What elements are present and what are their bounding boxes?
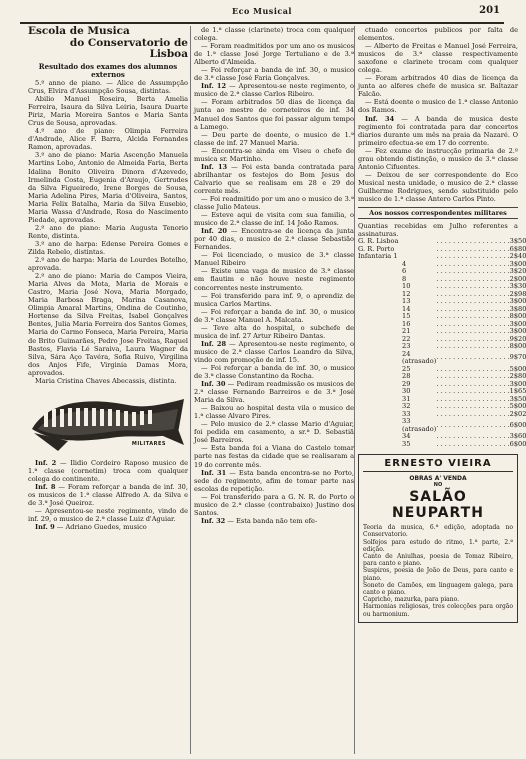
leader-dots: . . . . . . . . . . . . . . . . . . (436, 237, 510, 246)
exam-paragraph: 5.º anno de piano. — Alice de Assumpção Crus, Elvira d'Assumpção Sousa, distintas. (28, 79, 188, 96)
exam-paragraph: Abilio Manuel Roseira, Berta Amelia Ferreira, Isaura da Silva Leiria, Isaura Duarte Piriz, Maria Moreira Santos e Maria Santa Crus de Sousa, aprovadas. (28, 95, 188, 128)
subscription-unit: Infantaria 1 (358, 252, 398, 261)
news-paragraph (194, 251, 354, 267)
ad-item: Canto de Aniulhas, poesia de Tomaz Ribeiro, para canto e piano. (363, 552, 513, 568)
subheading: Resultado dos exames dos alumnos externos (38, 62, 178, 79)
subscription-amount: 1$65 (509, 387, 526, 396)
column-rule (354, 26, 355, 754)
news-text: — Foi reforçar a banda de inf. 30, o musico de 3.ª classe Constantino da Rocha. (194, 363, 354, 381)
news-text: — Esta banda encontra-se no Porto, sede do regimento, afim de tomar parte nas escolas de repetição. (194, 468, 354, 493)
news-paragraph (358, 147, 518, 171)
subscription-unit: 10 (402, 282, 411, 291)
news-paragraph (194, 324, 354, 340)
ad-author: ERNESTO VIEIRA (363, 458, 513, 472)
news-paragraph (194, 444, 354, 468)
news-text: — Apresentou-se neste regimento, o musico de 2.ª classe Carlos Ribeiro. (194, 82, 354, 99)
news-paragraph (194, 517, 354, 525)
news-paragraph (194, 292, 354, 308)
leader-dots: . . . . . . . . . . . . . . . . . . (436, 244, 510, 253)
news-text: — A banda de musica deste regimento foi contratada para dar concertos diarios durante um mês na praia da Nazaré. O primeiro efectua-se em 17 do corrente. (358, 114, 518, 147)
exam-paragraph: 3.º ano de harpa: Edense Pereira Gomes e Zilda Rebelo, distintas. (28, 239, 188, 256)
subscription-amount: 9$20 (509, 334, 526, 343)
subscription-unit: 29 (402, 379, 411, 388)
news-paragraph (358, 26, 518, 42)
news-paragraph (358, 115, 518, 147)
news-text: — Deixou de ser correspondente do Eco Musical nesta unidade, o musico de 2.ª classe Guilherme Rodrigues, sendo substituido pelo musico de 1.ª classe Antero Carlos Pinto. (358, 170, 518, 203)
ad-item: Capricho, mazurka, para piano. (363, 596, 460, 604)
news-text: — Esteve aqui de visita com sua familia, o musico de 2.ª classe de inf. 14 João Ramos. (194, 211, 354, 228)
subscriptions-heading: Aos nossos correspondentes militares (358, 207, 518, 219)
subscription-amount: 5$00 (509, 364, 526, 373)
news-paragraph (194, 420, 354, 444)
news-text: — Foi reforçar a banda de inf. 30, o musico de 3.ª classe José Faria Gonçalves. (194, 66, 354, 83)
unit-label: Inf. 12 (201, 82, 227, 91)
subscription-amount: 6$80 (509, 244, 526, 253)
subscription-amount: 3$00 (509, 259, 526, 268)
column-2 (194, 26, 354, 525)
column-1 (28, 26, 188, 531)
news-text: — Foram readmitidos por um ano os musicos de 1.ª classe José Jorge Tertuliano e de 3.ª Alberto d'Almeida. (194, 42, 354, 67)
ad-item: Solfejos para estudo do ritmo, 1.ª parte, 2.ª edição. (363, 538, 513, 553)
leader-dots: . . . . . . . . . . . . . . . . . . (436, 364, 510, 373)
ad-no: NO (433, 482, 443, 489)
unit-label: Inf. 34 (365, 114, 395, 123)
news-paragraph (194, 227, 354, 251)
news-paragraph (194, 147, 354, 163)
subscription-amount: 3$00 (509, 327, 526, 336)
leader-dots: . . . . . . . . . . . . . . . . . . (436, 402, 510, 411)
news-paragraph (194, 163, 354, 195)
subscription-unit: 31 (402, 394, 411, 403)
exam-paragraph: 3.º ano de piano: Maria Ascenção Manuela Martins Lobo, Antonio de Almeida Faria, Berta Idalina Bonito Oliveira Dinora d'Azevedo, Irmelinda Costa, Eugenia d'Araujo, Gertrudes da Silva Figueiredo, Irene Borges de Sousa, Maria Adelina Pires, Maria d'Oliveira, Santos, Maria Felix Batalha, Maria da Silva Eusebio, Maria Wassa d'Andrade, Rosa do Nascimento Piedade, aprovadas. (28, 151, 188, 224)
news-text: ctuado concertos publicos por falta de elementos. (358, 26, 518, 43)
subscription-row (358, 411, 526, 419)
subscription-unit: 34 (402, 432, 411, 441)
column-3-news (358, 26, 518, 203)
publication-title: Eco Musical (232, 6, 292, 16)
leader-dots: . . . . . . . . . . . . . . . . . . (436, 432, 510, 441)
leader-dots: . . . . . . . . . . . . . . . . . . (436, 327, 510, 336)
news-text: — Fez exame de instrucção primaria de 2.º grau obtendo distinção, o musico de 3.ª classe Antonio Cifuentes. (358, 146, 518, 171)
leader-dots: . . . . . . . . . . . . . . . . . . (436, 319, 510, 328)
subscription-unit: 13 (402, 297, 411, 306)
subscription-unit: 25 (402, 364, 411, 373)
inf-text: — Apresentou-se neste regimento, vindo de inf. 29, o musico de 2.ª classe Luiz d'Aguiar. (28, 507, 188, 524)
leader-dots: . . . . . . . . . . . . . . . . . . (436, 420, 510, 429)
news-text: — Foi transferido para inf. 9, o aprendiz de musica Carlos Martins. (194, 291, 354, 308)
news-text: — Foi esta banda contratada para abrilhantar os festejos do Bom Jesus do Calvario que se realisam em 28 e 29 do corrente mês. (194, 162, 354, 195)
unit-label: Inf. 31 (201, 468, 227, 477)
inf-text: — Ilidio Cordeiro Raposo musico de 1.ª classe (cornetim) troca com qualquer colega do continente. (28, 458, 188, 483)
inf-text: — Adriano Guedes, musico (56, 523, 147, 532)
column-3 (358, 26, 526, 623)
subscription-amount: 2$02 (509, 409, 526, 418)
subscriptions-table (358, 238, 526, 448)
subscription-amount: 3$50 (509, 394, 526, 403)
section-heading: Escola de Musica (28, 25, 130, 37)
section-heading-2: do Conservatorio de Lisboa (69, 37, 188, 60)
news-text: — Deu parte de doente, o musico de 1.ª classe de inf. 27 Manuel Maria. (194, 130, 354, 147)
subscription-amount: 8$00 (509, 312, 526, 321)
subscription-unit: 21 (402, 327, 411, 336)
subscription-amount: 9$70 (509, 353, 526, 362)
unit-label: Inf. 13 (201, 162, 228, 171)
leader-dots: . . . . . . . . . . . . . . . . . . (436, 297, 510, 306)
news-paragraph (194, 98, 354, 130)
subscription-amount: 3$30 (509, 282, 526, 291)
news-text: — Encontra-se de licença da junta por 40 dias, o musico de 2.ª classe Sebastião Fernandes. (194, 227, 354, 252)
subscription-amount: 3$00 (509, 297, 526, 306)
news-paragraph (194, 404, 354, 420)
news-text: — Alberto de Freitas e Manuel José Ferreira, musicos de 3.ª classe respectivamente saxofone e clarinete trocam com qualquer colega. (358, 42, 518, 75)
leader-dots: . . . . . . . . . . . . . . . . . . (436, 274, 510, 283)
subscription-unit: G. R. Porto (358, 244, 395, 253)
news-paragraph (194, 82, 354, 98)
subscription-amount: 3$80 (509, 304, 526, 313)
leader-dots: . . . . . . . . . . . . . . . . . . (436, 252, 510, 261)
running-header (20, 4, 504, 24)
unit-label: Inf. 28 (201, 339, 227, 348)
exam-paragraph: Maria Cristina Chaves Abecassis, distinta. (35, 376, 177, 385)
news-paragraph (194, 493, 354, 517)
subscription-amount: 5$00 (509, 402, 526, 411)
news-paragraph (194, 195, 354, 211)
subscription-amount: 6$00 (509, 439, 526, 448)
ad-item: Teoria da musica, 6.ª edição, adoptada no Conservatorio. (363, 524, 513, 539)
subscription-unit: 32 (402, 402, 411, 411)
subscription-unit: 23 (402, 342, 411, 351)
unit-label: Inf. 2 (35, 458, 57, 467)
subscription-row (358, 351, 526, 366)
military-bands-banner (28, 389, 188, 453)
news-paragraph (194, 42, 354, 66)
leader-dots: . . . . . . . . . . . . . . . . . . (436, 334, 510, 343)
subscription-amount: 3$00 (509, 319, 526, 328)
inf-text: — Foram reforçar a banda de inf. 30, os musicos de 1.ª classe Alfredo A. da Silva e de 3.ª José Queiroz. (28, 482, 188, 508)
news-text: — Foi reforçar a banda de inf. 30, o musico de 3.ª classe Manuel A. Malcata. (194, 307, 354, 324)
unit-label: Inf. 30 (201, 380, 226, 389)
inf-paragraph (28, 459, 188, 483)
ad-item: Suspiros, poesia de João de Deus, para canto e piano. (363, 567, 513, 582)
inf-paragraph (28, 523, 188, 531)
news-text: — Foram arbitrados 50 dias de licença da junta ao mestre de corneteiros de inf. 34 Manuel dos Santos que foi passar algum tempo a Lamego. (194, 98, 354, 131)
leader-dots: . . . . . . . . . . . . . . . . . . (436, 282, 510, 291)
subscriptions-intro: Quantias recebidas em Julho referentes a assinaturas. (358, 222, 518, 239)
news-paragraph (358, 98, 518, 114)
news-text: — Teve alta do hospital, o subchefe de musica de inf. 27 Artur Ribeiro Dantas. (194, 323, 354, 340)
subscription-unit: 30 (402, 387, 411, 396)
subscription-row (358, 343, 526, 351)
inf-paragraph (28, 507, 188, 523)
subscription-unit: 33 (402, 409, 411, 418)
subscription-unit: 24 (atrasado) (402, 349, 437, 366)
subscription-unit: 6 (402, 267, 407, 276)
subscription-amount: 2$00 (509, 274, 526, 283)
news-paragraph (194, 66, 354, 82)
subscription-amount: 3$50 (509, 237, 526, 246)
subscription-unit: 22 (402, 334, 411, 343)
news-paragraph (194, 340, 354, 364)
page-number: 201 (479, 5, 500, 16)
exam-paragraph: 2.º ano de piano: Maria de Campos Vieira, Maria Alves da Mota, Maria de Morais e Castro, Maria José Nova, Maria Morgado, Maria Barbosa Braga, Marina Casanova, Olimpia Amaral Martins, Ondina de Coutinho, Hortense da Silva Freitas, Isabel Gonçalves Bentes, Julia Maria Ferreira dos Santos Gomes, Maria do Carmo Fonseca, Maria Pereira, Maria de Brito Guimarães, Pedro Jose Freitas, Raquel Bastos, Flavia Lé Saraiva, Laura Wagner da Silva, Sára Aço Tavéra, Sofia Ruivo, Virgilina dos Anjos Fife, Virginia Damas Mora, aprovados. (28, 272, 188, 377)
news-text: — Apresentou-se neste regimento, o musico de 2.ª classe Carlos Leandro da Silva, vindo com promoção de inf. 15. (194, 339, 354, 364)
exam-paragraph: 2.º ano de piano: Maria Augusta Tenorio Rente, distinta. (28, 223, 188, 240)
leader-dots: . . . . . . . . . . . . . . . . . . (436, 312, 510, 321)
subscription-unit: 4 (402, 259, 407, 268)
news-text: — Existe uma vaga de musico de 3.ª classe em flautim e não houve neste regimento concorrentes neste instrumento. (194, 267, 354, 292)
leader-dots: . . . . . . . . . . . . . . . . . . (436, 342, 510, 351)
ad-store-name: SALÃO NEUPARTH (392, 489, 484, 522)
news-paragraph (194, 469, 354, 493)
subscription-unit: 8 (402, 274, 407, 283)
news-text: — Foi readmitido por um ano o musico de 3.ª classe Julio Mateus. (194, 194, 354, 212)
news-paragraph (194, 364, 354, 380)
subscription-amount: 8$00 (509, 342, 526, 351)
subscription-amount: 2$98 (509, 289, 526, 298)
leader-dots: . . . . . . . . . . . . . . . . . . (436, 289, 510, 298)
subscription-unit: 28 (402, 372, 411, 381)
news-text: — Foram arbitrados 40 dias de licença da junta ao alferes chefe de musica sr. Baltazar Falcão. (358, 74, 518, 99)
news-text: — Pediram readmissão os musicos de 2.ª classe Fernando Barreiros e de 3.ª José Maria da Silva. (194, 380, 354, 405)
news-paragraph (194, 380, 354, 404)
news-paragraph (194, 211, 354, 227)
ad-item: Soneto de Camões, em linguagem galega, para canto e piano. (363, 581, 513, 596)
news-paragraph (194, 308, 354, 324)
leader-dots: . . . . . . . . . . . . . . . . . . (436, 409, 510, 418)
news-text: — Foi licenciado, o musico de 3.ª classe Manuel Ribeiro (194, 251, 354, 268)
unit-label: Inf. 9 (35, 523, 55, 532)
subscription-row (358, 441, 526, 449)
news-paragraph (194, 131, 354, 147)
subscription-unit: 16 (402, 319, 411, 328)
subscription-unit: 35 (402, 439, 411, 448)
news-text: — Está doente o musico de 1.ª classe Antonio dos Ramos. (358, 98, 518, 115)
leader-dots: . . . . . . . . . . . . . . . . . . (436, 267, 510, 276)
leader-dots: . . . . . . . . . . . . . . . . . . (436, 372, 510, 381)
unit-label: Inf. 32 (201, 516, 226, 525)
banner-label: MILITARES (131, 440, 166, 447)
subscription-row (358, 418, 526, 433)
unit-label: Inf. 20 (201, 227, 227, 236)
exam-paragraph: 4.º ano de piano: Olimpia Ferreira d'Andrade, Alice F. Barra, Alcida Fernandes Ramon, aprovadas. (28, 127, 188, 152)
advertisement (358, 454, 518, 623)
news-paragraph (194, 26, 354, 42)
news-text: de 1.ª classe (clarinete) troca com qualquer colega. (194, 26, 354, 43)
news-paragraph (358, 74, 518, 98)
leader-dots: . . . . . . . . . . . . . . . . . . (436, 353, 510, 362)
exam-paragraph: 2.º ano de harpa: Maria de Lourdes Botelho, aprovada. (28, 256, 188, 273)
news-text: — Pelo musico de 2.ª classe Mario d'Aguiar, foi pedida em casamento, a sr.ª D. Sebastiã José Barreiros. (194, 420, 354, 445)
leader-dots: . . . . . . . . . . . . . . . . . . (436, 394, 510, 403)
news-paragraph (358, 171, 518, 203)
subscription-unit: 33 (atrasado) (402, 417, 437, 433)
leader-dots: . . . . . . . . . . . . . . . . . . (436, 259, 510, 268)
inf-paragraph (28, 483, 188, 507)
leader-dots: . . . . . . . . . . . . . . . . . . (436, 439, 510, 448)
subscription-amount: 2$40 (509, 252, 526, 261)
leader-dots: . . . . . . . . . . . . . . . . . . (436, 304, 510, 313)
news-text: — Esta banda não tem efe- (227, 516, 318, 525)
unit-label: Inf. 8 (35, 482, 56, 491)
subscription-unit: 14 (402, 304, 411, 313)
subscription-unit: 15 (402, 312, 411, 321)
news-text: — Baixou ao hospital desta vila o musico de 1.ª classe Alvaro Pires. (194, 404, 354, 421)
column-rule (190, 26, 191, 754)
news-text: — Esta banda foi a Viana do Castelo tomar parte nas festas da cidade que se realisaram a 19 do corrente mês. (194, 444, 354, 469)
leader-dots: . . . . . . . . . . . . . . . . . . (436, 387, 510, 396)
subscription-amount: 3$00 (509, 379, 526, 388)
leader-dots: . . . . . . . . . . . . . . . . . . (436, 379, 510, 388)
subscription-amount: 3$60 (509, 432, 526, 441)
news-paragraph (194, 267, 354, 291)
news-paragraph (358, 42, 518, 74)
ad-item: Harmonias religiosas, tres colecções para orgão ou harmonium. (363, 603, 513, 618)
subscription-amount: 6$00 (509, 420, 526, 429)
ad-obras: OBRAS A' VENDA (409, 475, 467, 483)
news-text: — Encontra-se ainda em Viseu o chefe de musica sr. Martinho. (194, 146, 354, 163)
subscription-unit: G. R. Lisboa (358, 237, 399, 246)
ad-items (363, 524, 513, 618)
news-text: — Foi transferido para a G. N. R. do Porto o musico de 2.ª classe (contrabaixo) Justino dos Santos. (194, 492, 354, 517)
subscription-amount: 3$20 (509, 267, 526, 276)
subscription-amount: 2$80 (509, 372, 526, 381)
subscription-unit: 12 (402, 289, 411, 298)
